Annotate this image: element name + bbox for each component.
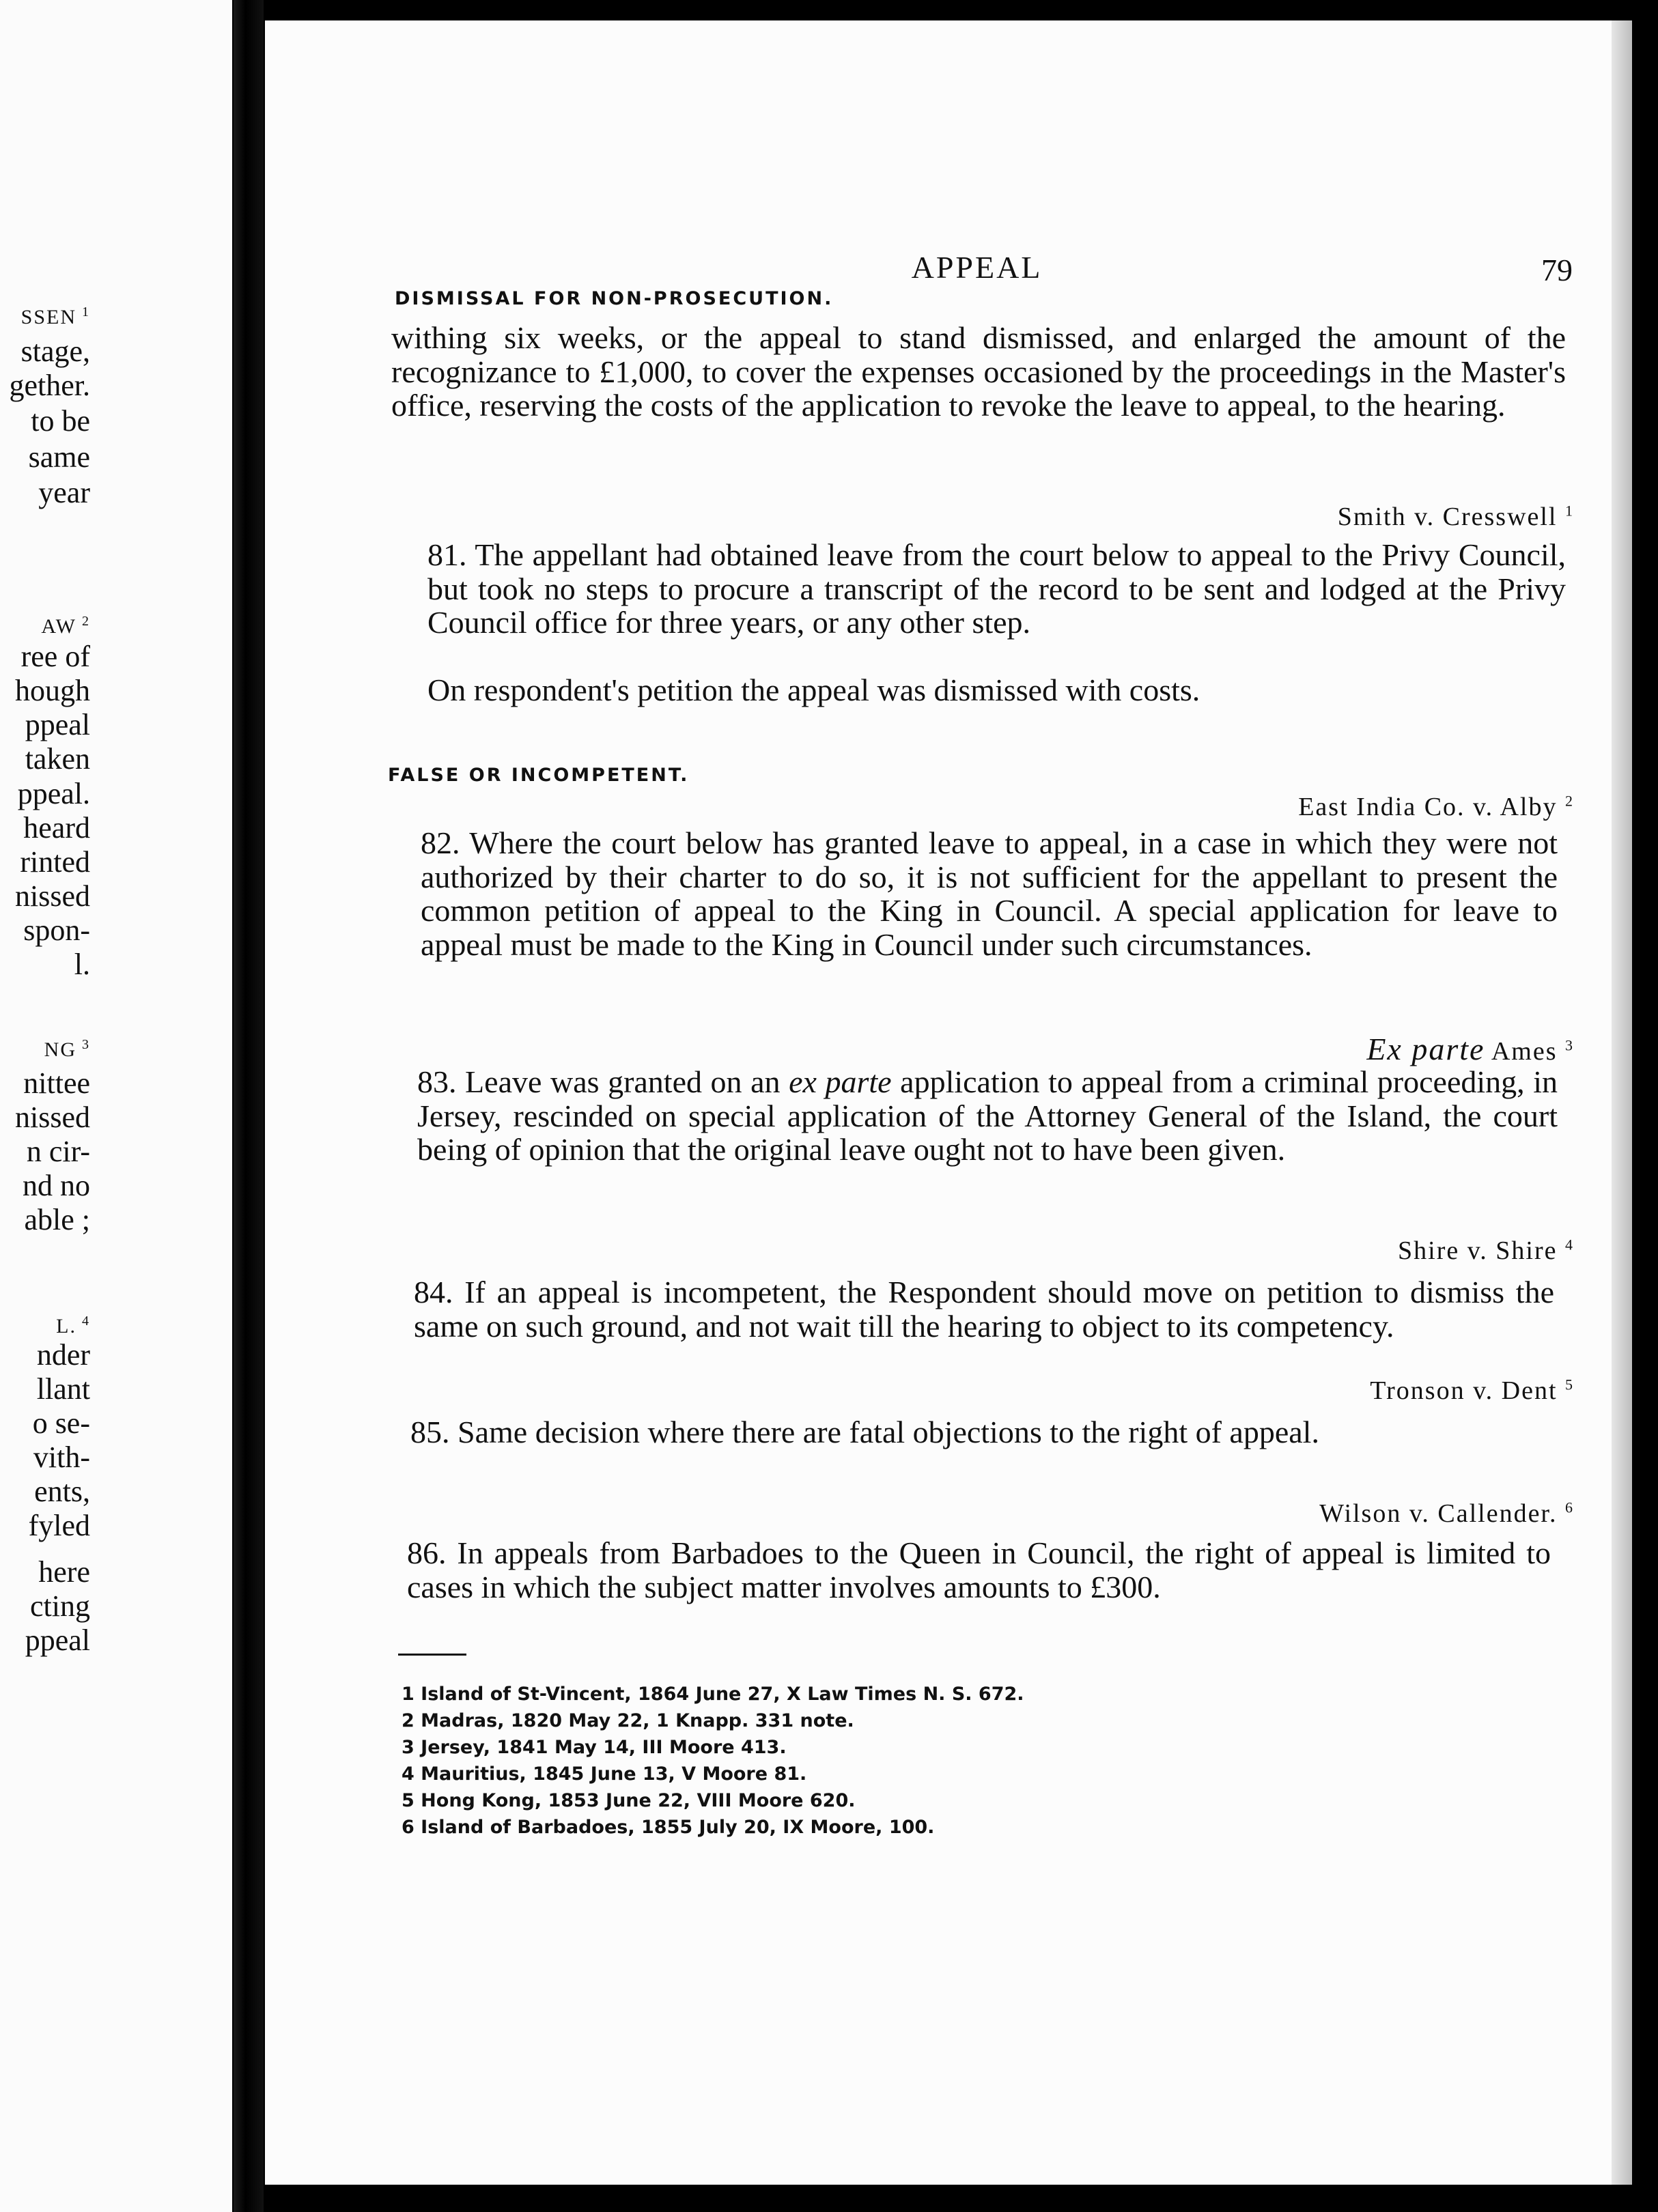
case-reference-81 — [1338, 502, 1573, 532]
previous-page-line — [27, 1135, 90, 1169]
footnotes — [402, 1681, 1426, 1841]
case-name: Wilson v. Callender. — [1319, 1499, 1558, 1528]
previous-page-line-text: rinted — [20, 845, 90, 879]
previous-page-line — [23, 1066, 90, 1101]
previous-page-line-text: ents, — [34, 1475, 90, 1508]
previous-page-line-text: spon- — [23, 913, 90, 947]
previous-page-line — [44, 1027, 90, 1067]
previous-page-line-text: able ; — [24, 1203, 90, 1236]
previous-page-line — [15, 674, 90, 708]
footnote-6: 6 Island of Barbadoes, 1855 July 20, IX Moore, 100. — [402, 1817, 935, 1838]
paragraph-80-continued: withing six weeks, or the appeal to stand dismissed, and enlarged the amount of the recognizance to £1,000, to cover the expenses occasioned by the proceedings in the Master's office, reserving the costs of the application to revoke the leave to appeal, to the hearing. — [391, 320, 1566, 423]
previous-page-line — [25, 742, 90, 776]
footnote-5: 5 Hong Kong, 1853 June 22, VIII Moore 620. — [402, 1790, 856, 1811]
paragraph-81-continued: On respondent's petition the appeal was dismissed with costs. — [427, 672, 1200, 707]
footnote-marker: 2 — [82, 614, 90, 629]
previous-page-line — [9, 369, 90, 403]
previous-page-line — [33, 1406, 90, 1441]
previous-page-line-text: nd no — [23, 1169, 90, 1202]
previous-page-line-text: vith- — [33, 1441, 90, 1474]
page-body — [388, 20, 1573, 2185]
previous-page-line-text: nissed — [15, 1101, 90, 1134]
case-name: East India Co. v. Alby — [1298, 793, 1558, 821]
previous-page-line — [18, 777, 90, 811]
previous-page-line — [33, 1441, 90, 1475]
previous-page-line-text: nder — [36, 1338, 90, 1372]
previous-page-line — [34, 1475, 90, 1509]
paragraph-83-italic: ex parte — [789, 1064, 892, 1099]
paragraph-85: 85. Same decision where there are fatal objections to the right of appeal. — [410, 1415, 1319, 1449]
section-heading-dismissal: DISMISSAL FOR NON-PROSECUTION. — [395, 288, 834, 309]
paragraph-86: 86. In appeals from Barbadoes to the Queen in Council, the right of appeal is limited to cases in which the subject matter involves amounts to £300. — [407, 1535, 1551, 1604]
previous-page-line — [15, 879, 90, 913]
previous-page-line-text: nittee — [23, 1066, 90, 1100]
previous-page-line — [38, 476, 90, 510]
footnote-marker: 4 — [1565, 1236, 1573, 1253]
previous-page-fragment — [0, 0, 232, 2212]
previous-page-line — [37, 1372, 90, 1406]
previous-page-line-text: hough — [15, 674, 90, 707]
previous-page-line — [23, 1169, 90, 1203]
book-page — [265, 20, 1624, 2185]
footnote-3: 3 Jersey, 1841 May 14, III Moore 413. — [402, 1737, 787, 1758]
previous-page-line — [29, 440, 90, 474]
case-name: Tronson v. Dent — [1370, 1376, 1558, 1405]
previous-page-line — [31, 404, 90, 438]
case-name: Ames — [1491, 1037, 1558, 1066]
previous-page-line — [23, 811, 90, 845]
previous-page-line-text: l. — [74, 948, 90, 981]
footnote-marker: 5 — [1565, 1376, 1573, 1393]
case-reference-83 — [1366, 1031, 1573, 1067]
previous-page-line-text: gether. — [9, 369, 90, 402]
previous-page-line — [20, 845, 90, 879]
previous-page-line — [23, 913, 90, 948]
footnote-1: 1 Island of St-Vincent, 1864 June 27, X Law Times N. S. 672. — [402, 1684, 1024, 1705]
previous-page-line-text: nissed — [15, 879, 90, 913]
section-heading-false-incompetent: FALSE OR INCOMPETENT. — [388, 765, 690, 786]
case-name: Smith v. Cresswell — [1337, 502, 1558, 531]
previous-page-line-text: here — [38, 1555, 90, 1589]
previous-page-line-text: cting — [30, 1589, 90, 1623]
previous-page-line-text: heard — [23, 811, 90, 845]
previous-page-line — [38, 1555, 90, 1589]
footnote-marker: 3 — [1565, 1036, 1573, 1054]
previous-page-line — [25, 1623, 90, 1658]
previous-page-line — [21, 295, 90, 335]
footnote-4: 4 Mauritius, 1845 June 13, V Moore 81. — [402, 1763, 807, 1785]
previous-page-line — [21, 640, 90, 674]
footnote-marker: 2 — [1565, 792, 1573, 810]
paragraph-83-start: 83. Leave was granted on an — [417, 1064, 789, 1099]
paragraph-83-end: application to appeal from a criminal proceeding, in Jersey, rescinded on special application of the Attorney General of the Island, the court being of opinion that the original leave ought not to have been given. — [417, 1064, 1558, 1167]
footnote-separator — [398, 1654, 466, 1656]
previous-page-text — [0, 0, 90, 2212]
case-name: Shire v. Shire — [1398, 1236, 1558, 1265]
paragraph-81: 81. The appellant had obtained leave from the court below to appeal to the Privy Council, but took no steps to procure a transcript of the record to be sent and lodged at the Privy Council office for three years, or any other step. — [427, 537, 1566, 640]
previous-page-line — [24, 1203, 90, 1237]
paragraph-83 — [378, 1065, 1558, 1167]
previous-page-line-text: AW — [41, 615, 76, 638]
footnote-marker: 1 — [1565, 502, 1573, 520]
previous-page-line — [74, 948, 90, 982]
previous-page-line-text: llant — [36, 1372, 90, 1406]
previous-page-line-text: taken — [25, 742, 90, 776]
previous-page-line — [37, 1338, 90, 1372]
case-reference-82 — [1298, 792, 1573, 822]
footnote-marker: 3 — [82, 1037, 90, 1052]
page-edge-shadow — [1612, 20, 1632, 2185]
previous-page-line-text: NG — [44, 1038, 76, 1061]
previous-page-line-text: L. — [56, 1315, 76, 1337]
previous-page-line — [15, 1101, 90, 1135]
case-reference-84 — [1398, 1236, 1573, 1266]
footnote-2: 2 Madras, 1820 May 22, 1 Knapp. 331 note. — [402, 1710, 854, 1731]
previous-page-line-text: SSEN — [20, 306, 76, 328]
previous-page-line-text: to be — [31, 404, 90, 438]
paragraph-82: 82. Where the court below has granted leave to appeal, in a case in which they were not authorized by their charter to do so, it is not sufficient for the appellant to present the common petition of appeal to the King in Council. A special application for leave to appeal must be made to the King in Council under such circumstances. — [421, 825, 1558, 962]
case-reference-85 — [1370, 1376, 1573, 1406]
previous-page-line-text: stage, — [20, 335, 90, 368]
previous-page-line — [25, 708, 90, 742]
page-number: 79 — [1541, 253, 1573, 287]
previous-page-line — [29, 1509, 90, 1543]
footnote-marker: 6 — [1565, 1499, 1573, 1516]
previous-page-line — [30, 1589, 90, 1623]
case-reference-86 — [1319, 1499, 1573, 1529]
running-head-title: APPEAL — [911, 250, 1043, 285]
previous-page-line-text: ppeal — [25, 708, 90, 741]
previous-page-line-text: same — [28, 440, 90, 474]
previous-page-line-text: ree of — [20, 640, 90, 673]
previous-page-line-text: ppeal. — [17, 777, 90, 810]
previous-page-line — [21, 335, 90, 369]
paragraph-84: 84. If an appeal is incompetent, the Respondent should move on petition to dismiss the same on such ground, and not wait till the hearing to object to its competency. — [414, 1275, 1554, 1344]
previous-page-line — [41, 604, 90, 644]
previous-page-line-text: fyled — [28, 1509, 90, 1542]
previous-page-line-text: ppeal — [25, 1623, 90, 1657]
case-prefix: Ex parte — [1366, 1032, 1485, 1066]
footnote-marker: 4 — [82, 1314, 90, 1329]
previous-page-line-text: n cir- — [26, 1135, 90, 1168]
previous-page-line-text: year — [38, 476, 90, 509]
book-gutter — [234, 0, 264, 2212]
footnote-marker: 1 — [82, 304, 90, 320]
previous-page-line-text: o se- — [32, 1406, 90, 1440]
